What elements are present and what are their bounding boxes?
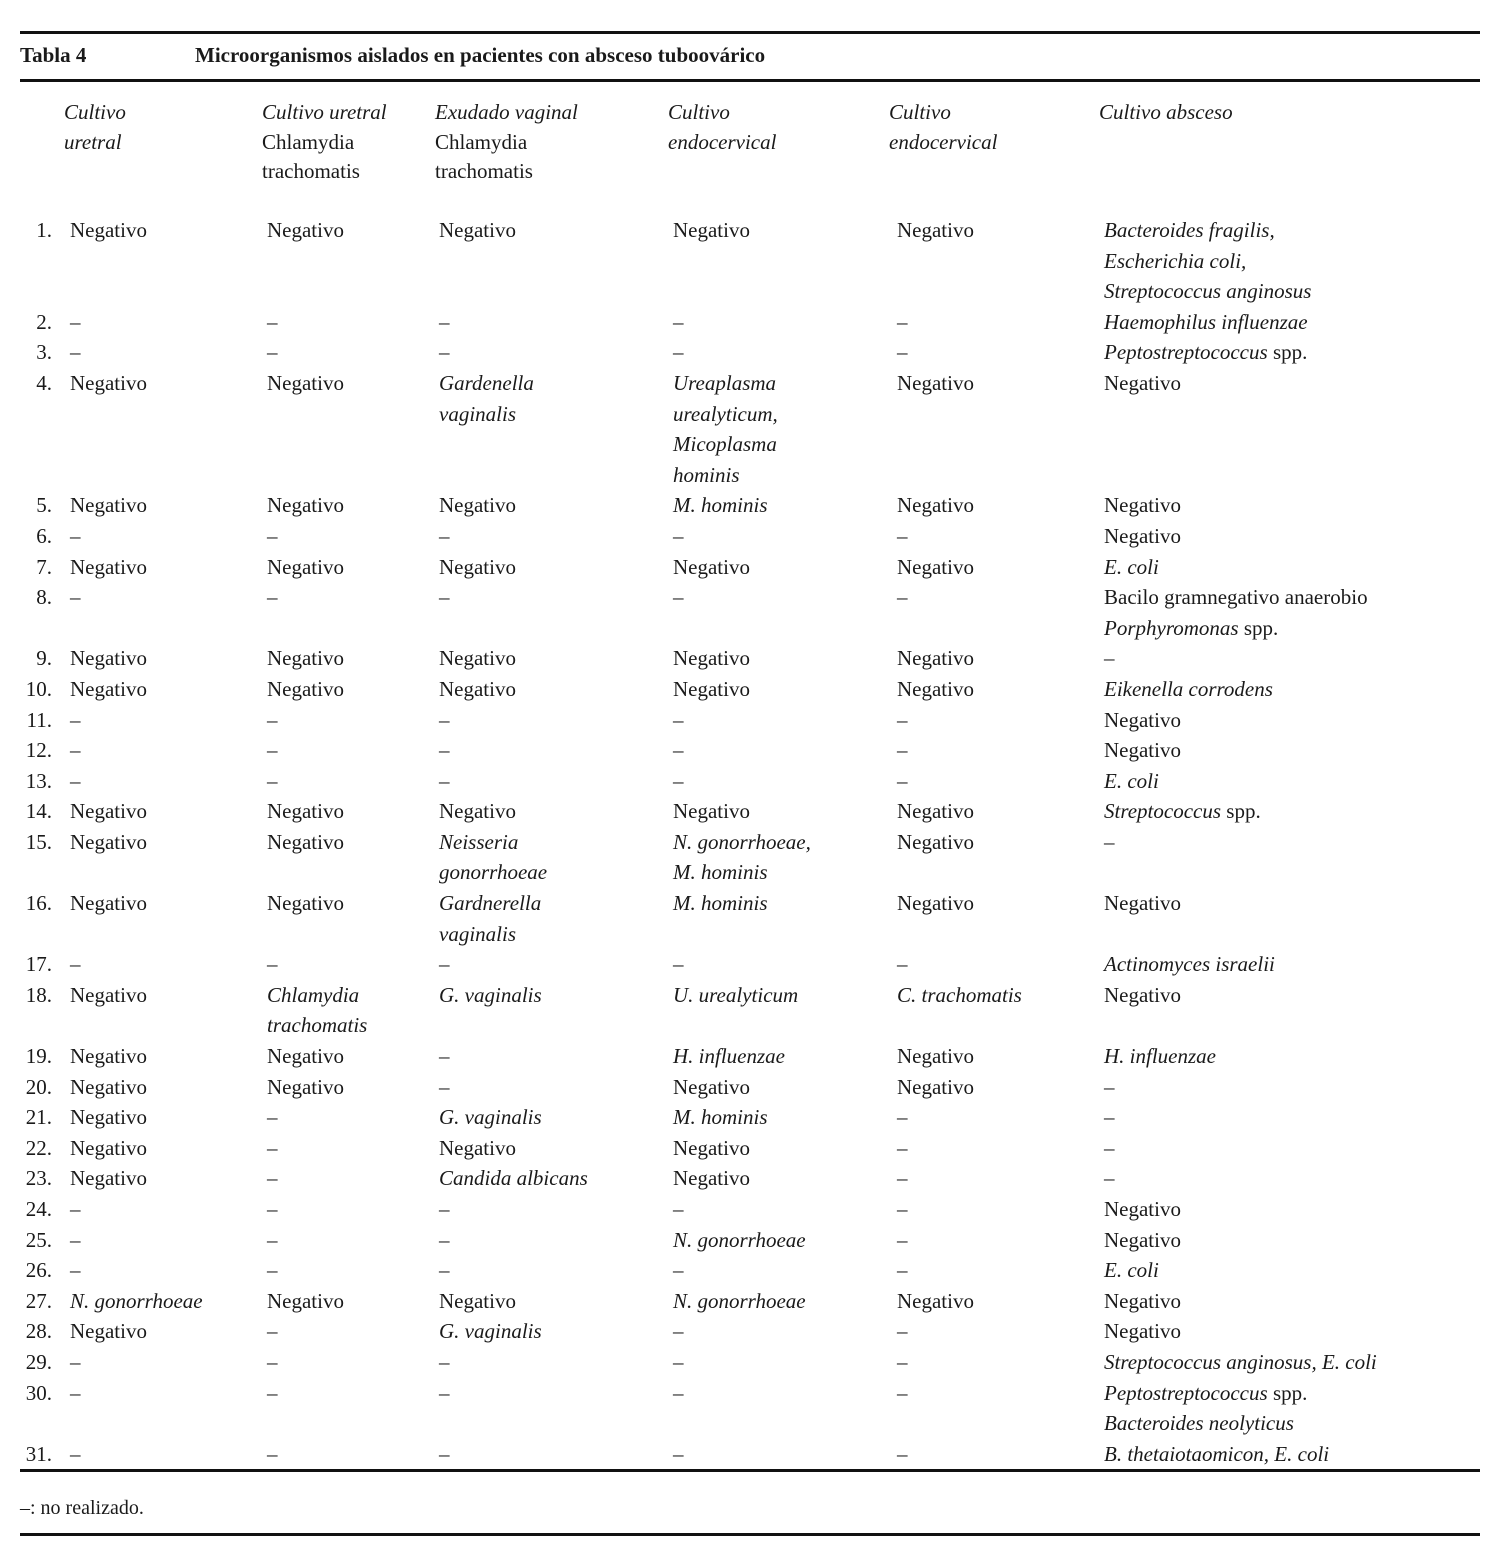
table-cell: – xyxy=(267,523,278,548)
table-cell: – xyxy=(439,1074,450,1099)
table-cell: Negativo xyxy=(267,829,344,854)
table-cell: – xyxy=(439,1227,450,1252)
table-cell: Negativo xyxy=(267,218,344,242)
table-row xyxy=(20,888,1474,949)
table-cell: – xyxy=(70,1258,81,1283)
row-number: 8. xyxy=(36,585,52,610)
table-cell: – xyxy=(70,1197,81,1221)
table-cell: – xyxy=(439,340,450,365)
table-cell: Negativo xyxy=(1104,707,1181,732)
table-cell: – xyxy=(673,738,684,763)
table-row xyxy=(20,490,1474,521)
table-cell: Negativo xyxy=(673,1135,750,1160)
table-cell: Bacilo gramnegativo anaerobio Porphyromonas spp. xyxy=(1104,585,1368,640)
table-cell: – xyxy=(673,768,684,793)
end-rule xyxy=(20,1533,1480,1536)
table-cell: – xyxy=(439,1349,450,1374)
row-number: 4. xyxy=(36,370,52,395)
table-cell: – xyxy=(267,1135,278,1160)
table-cell: N. gonorrhoeae xyxy=(70,1288,203,1313)
table-cell: – xyxy=(673,340,684,365)
table-cell: Negativo xyxy=(70,218,147,242)
table-cell: – xyxy=(1104,829,1115,854)
table-cell: Haemophilus influenzae xyxy=(1104,309,1308,334)
table-cell: Negativo xyxy=(897,891,974,916)
table-cell: Negativo xyxy=(1104,523,1181,548)
table-cell: – xyxy=(267,585,278,610)
table-cell: – xyxy=(897,1349,908,1374)
table-cell: – xyxy=(673,1258,684,1283)
table-cell: – xyxy=(439,738,450,763)
table-cell: – xyxy=(673,707,684,732)
row-number: 19. xyxy=(25,1044,52,1069)
row-number: 29. xyxy=(25,1349,52,1374)
table-cell: Negativo xyxy=(70,799,147,824)
table-cell: Peptostreptococcus spp. Bacteroides neolyticus xyxy=(1104,1380,1308,1436)
table-row xyxy=(20,1378,1474,1439)
table-cell: Bacteroides fragilis, Escherichia coli, Streptococcus anginosus xyxy=(1104,218,1312,304)
table-cell: Negativo xyxy=(897,646,974,671)
table-cell: Ureaplasma urealyticum, Micoplasma hominis xyxy=(673,370,778,487)
table-cell: Chlamydia trachomatis xyxy=(267,982,368,1038)
table-cell: Negativo xyxy=(439,676,516,701)
row-number: 3. xyxy=(36,340,52,365)
table-row xyxy=(20,215,1474,307)
header-rule xyxy=(20,79,1480,82)
table-cell: – xyxy=(70,1380,81,1405)
bottom-rule xyxy=(20,1469,1480,1472)
table-cell: Negativo xyxy=(267,891,344,916)
table-cell: Negativo xyxy=(267,370,344,395)
row-number: 24. xyxy=(25,1197,52,1221)
table-cell: – xyxy=(897,1227,908,1252)
table-cell: – xyxy=(897,1166,908,1191)
table-cell: – xyxy=(70,952,81,977)
table-cell: – xyxy=(70,309,81,334)
table-cell: Negativo xyxy=(439,554,516,579)
table-cell: – xyxy=(897,1319,908,1344)
row-number: 28. xyxy=(25,1319,52,1344)
table-cell: – xyxy=(70,1227,81,1252)
row-number: 5. xyxy=(36,493,52,518)
table-cell: – xyxy=(897,1380,908,1405)
table-cell: Negativo xyxy=(70,891,147,916)
table-cell: – xyxy=(267,1105,278,1130)
table-cell: Eikenella corrodens xyxy=(1104,676,1273,701)
table-cell: – xyxy=(1104,1166,1115,1191)
row-number: 27. xyxy=(25,1288,52,1313)
row-number: 12. xyxy=(25,738,52,763)
table-cell: – xyxy=(267,1166,278,1191)
table-cell: – xyxy=(267,1441,278,1466)
table-cell: U. urealyticum xyxy=(673,982,799,1007)
table-cell: Negativo xyxy=(267,676,344,701)
table-row xyxy=(20,674,1474,705)
table-cell: Negativo xyxy=(267,646,344,671)
table-cell: Negativo xyxy=(70,1074,147,1099)
table-cell: B. thetaiotaomicon, E. coli xyxy=(1104,1441,1330,1466)
table-cell: – xyxy=(439,1258,450,1283)
table-cell: Negativo xyxy=(70,1044,147,1069)
table-cell: – xyxy=(439,1380,450,1405)
table-cell: Negativo xyxy=(1104,891,1181,916)
table-caption xyxy=(20,38,765,72)
row-number: 10. xyxy=(25,676,52,701)
row-number: 11. xyxy=(26,707,52,732)
row-number: 26. xyxy=(25,1258,52,1283)
table-cell: – xyxy=(439,1197,450,1221)
table-cell: – xyxy=(267,738,278,763)
column-header: Cultivo endocervical xyxy=(668,100,777,154)
table-cell: Negativo xyxy=(673,1166,750,1191)
table-cell: Negativo xyxy=(70,493,147,518)
table-cell: Negativo xyxy=(897,1288,974,1313)
table-cell: Negativo xyxy=(673,554,750,579)
row-number: 13. xyxy=(25,768,52,793)
table-cell: Negativo xyxy=(70,370,147,395)
table-cell: – xyxy=(897,738,908,763)
table-cell: Negativo xyxy=(1104,982,1181,1007)
table-cell: Streptococcus anginosus, E. coli xyxy=(1104,1349,1377,1374)
table-cell: Negativo xyxy=(70,676,147,701)
table-cell: Negativo xyxy=(267,493,344,518)
table-cell: – xyxy=(1104,1105,1115,1130)
table-cell: – xyxy=(673,585,684,610)
table-cell: – xyxy=(267,707,278,732)
table-cell: – xyxy=(897,523,908,548)
table-cell: Negativo xyxy=(439,1288,516,1313)
row-number: 6. xyxy=(36,523,52,548)
table-cell: Negativo xyxy=(673,1074,750,1099)
table-cell: – xyxy=(439,1044,450,1069)
table-cell: – xyxy=(267,1258,278,1283)
table-cell: – xyxy=(439,707,450,732)
table-row xyxy=(20,1225,1474,1256)
table-cell: – xyxy=(267,340,278,365)
table-cell: – xyxy=(897,952,908,977)
column-header: Cultivo absceso xyxy=(1099,100,1233,124)
table-row xyxy=(20,337,1474,368)
table-cell: E. coli xyxy=(1104,554,1159,579)
table-row xyxy=(20,1255,1474,1286)
table-cell: Negativo xyxy=(673,218,750,242)
table-cell: Negativo xyxy=(897,493,974,518)
table-row xyxy=(20,1286,1474,1317)
table-cell: M. hominis xyxy=(673,1105,768,1130)
table-row xyxy=(20,705,1474,736)
table-row xyxy=(20,1347,1474,1378)
table-row xyxy=(20,1041,1474,1072)
table-cell: – xyxy=(439,523,450,548)
table-cell: H. influenzae xyxy=(673,1044,785,1069)
table-cell: Actinomyces israelii xyxy=(1104,952,1275,977)
table-cell: – xyxy=(70,1349,81,1374)
row-number: 1. xyxy=(36,218,52,242)
table-cell: M. hominis xyxy=(673,891,768,916)
table-row xyxy=(20,827,1474,888)
table-cell: Negativo xyxy=(439,218,516,242)
table-cell: – xyxy=(267,1227,278,1252)
table-row xyxy=(20,307,1474,338)
table-cell: – xyxy=(673,1319,684,1344)
table-cell: – xyxy=(897,707,908,732)
table-cell: – xyxy=(897,1441,908,1466)
table-cell: Neisseria gonorrhoeae xyxy=(439,829,548,885)
table-cell: – xyxy=(673,1197,684,1221)
column-header: Cultivo uretral xyxy=(64,100,126,154)
table-cell: – xyxy=(897,1105,908,1130)
table-cell: Negativo xyxy=(673,799,750,824)
table-cell: – xyxy=(267,1380,278,1405)
table-cell: Candida albicans xyxy=(439,1166,588,1191)
table-row xyxy=(20,368,1474,490)
table-cell: Negativo xyxy=(897,829,974,854)
table-cell: Negativo xyxy=(897,370,974,395)
row-number: 22. xyxy=(25,1135,52,1160)
table-cell: Negativo xyxy=(70,1319,147,1344)
table-cell: Negativo xyxy=(439,493,516,518)
table-cell: Peptostreptococcus spp. xyxy=(1104,340,1308,365)
table-cell: – xyxy=(673,1349,684,1374)
table-row xyxy=(20,949,1474,980)
table-row xyxy=(20,1194,1474,1225)
table-cell: – xyxy=(70,340,81,365)
top-rule xyxy=(20,31,1480,34)
table-cell: – xyxy=(897,768,908,793)
row-number: 30. xyxy=(25,1380,52,1405)
table-cell: Negativo xyxy=(267,1074,344,1099)
table-cell: – xyxy=(70,585,81,610)
table-cell: Negativo xyxy=(1104,1288,1181,1313)
row-number: 20. xyxy=(25,1074,52,1099)
table-cell: – xyxy=(439,1441,450,1466)
table-cell: – xyxy=(70,738,81,763)
row-number: 18. xyxy=(25,982,52,1007)
table-cell: – xyxy=(897,1258,908,1283)
table-cell: E. coli xyxy=(1104,768,1159,793)
table-row xyxy=(20,1439,1474,1470)
table-cell: Negativo xyxy=(673,646,750,671)
table-cell: – xyxy=(673,952,684,977)
table-cell: Negativo xyxy=(897,554,974,579)
table-cell: – xyxy=(267,309,278,334)
row-number: 2. xyxy=(36,309,52,334)
table-title: Microorganismos aislados en pacientes con absceso tuboovárico xyxy=(195,42,766,67)
table-cell: – xyxy=(70,1441,81,1466)
table-cell: Negativo xyxy=(70,1105,147,1130)
table-cell: – xyxy=(673,1441,684,1466)
table-cell: G. vaginalis xyxy=(439,1105,542,1130)
table-cell: N. gonorrhoeae xyxy=(673,1227,806,1252)
table-cell: – xyxy=(439,952,450,977)
table-cell: E. coli xyxy=(1104,1258,1159,1283)
table-cell: Negativo xyxy=(897,1074,974,1099)
table-cell: M. hominis xyxy=(673,493,768,518)
table-cell: Negativo xyxy=(70,829,147,854)
table-cell: – xyxy=(70,523,81,548)
table-row xyxy=(20,1072,1474,1103)
table-row xyxy=(20,1316,1474,1347)
table-row xyxy=(20,582,1474,643)
table-cell: Negativo xyxy=(1104,1227,1181,1252)
row-number: 21. xyxy=(25,1105,52,1130)
row-number: 23. xyxy=(25,1166,52,1191)
table-cell: Negativo xyxy=(1104,738,1181,763)
row-number: 25. xyxy=(25,1227,52,1252)
table-cell: Negativo xyxy=(1104,493,1181,518)
table-cell: – xyxy=(70,707,81,732)
table-row xyxy=(20,980,1474,1041)
table-cell: Negativo xyxy=(897,218,974,242)
table-cell: – xyxy=(897,309,908,334)
row-number: 15. xyxy=(25,829,52,854)
table-cell: – xyxy=(267,1197,278,1221)
table-cell: – xyxy=(1104,1074,1115,1099)
table-cell: H. influenzae xyxy=(1104,1044,1216,1069)
table-cell: G. vaginalis xyxy=(439,1319,542,1344)
table-cell: Negativo xyxy=(1104,1197,1181,1221)
table-cell: – xyxy=(267,768,278,793)
table-cell: – xyxy=(1104,1135,1115,1160)
table-cell: – xyxy=(70,768,81,793)
table-row xyxy=(20,1163,1474,1194)
table-cell: Gardenella vaginalis xyxy=(439,370,534,426)
table-cell: – xyxy=(897,585,908,610)
table-cell: Gardnerella vaginalis xyxy=(439,891,542,946)
table-cell: – xyxy=(673,523,684,548)
table-cell: – xyxy=(1104,646,1115,671)
table-cell: Negativo xyxy=(673,676,750,701)
table-cell: Streptococcus spp. xyxy=(1104,799,1261,824)
table-row xyxy=(20,796,1474,827)
table-cell: – xyxy=(439,768,450,793)
row-number: 31. xyxy=(25,1441,52,1466)
row-number: 9. xyxy=(36,646,52,671)
table-cell: Negativo xyxy=(1104,370,1181,395)
table-cell: C. trachomatis xyxy=(897,982,1022,1007)
table-cell: Negativo xyxy=(70,982,147,1007)
table-cell: N. gonorrhoeae, M. hominis xyxy=(673,829,811,885)
table-cell: – xyxy=(267,1349,278,1374)
table-cell: Negativo xyxy=(439,799,516,824)
table-cell: Negativo xyxy=(70,554,147,579)
table-cell: Negativo xyxy=(267,1288,344,1313)
table-row xyxy=(20,643,1474,674)
table-cell: Negativo xyxy=(897,799,974,824)
table-cell: Negativo xyxy=(70,646,147,671)
table-cell: Negativo xyxy=(897,1044,974,1069)
table-cell: Negativo xyxy=(1104,1319,1181,1344)
row-number: 14. xyxy=(25,799,52,824)
table-cell: G. vaginalis xyxy=(439,982,542,1007)
table-cell: – xyxy=(439,309,450,334)
table-cell: Negativo xyxy=(439,1135,516,1160)
table-cell: – xyxy=(673,1380,684,1405)
table-row xyxy=(20,1102,1474,1133)
table-cell: Negativo xyxy=(439,646,516,671)
table-cell: – xyxy=(897,340,908,365)
table-cell: Negativo xyxy=(70,1166,147,1191)
column-header: Cultivo uretral Chlamydia trachomatis xyxy=(262,100,387,183)
column-header: Exudado vaginal Chlamydia trachomatis xyxy=(435,100,578,183)
table-row xyxy=(20,552,1474,583)
table-cell: – xyxy=(439,585,450,610)
footnote: –: no realizado. xyxy=(20,1497,144,1519)
table-row xyxy=(20,766,1474,797)
table-row xyxy=(20,1133,1474,1164)
column-header: Cultivo endocervical xyxy=(889,100,998,154)
table-cell: – xyxy=(267,1319,278,1344)
table-cell: N. gonorrhoeae xyxy=(673,1288,806,1313)
table-cell: – xyxy=(673,309,684,334)
table-row xyxy=(20,521,1474,552)
row-number: 17. xyxy=(25,952,52,977)
table-cell: Negativo xyxy=(267,799,344,824)
row-number: 16. xyxy=(25,891,52,916)
table-cell: – xyxy=(897,1197,908,1221)
table-cell: – xyxy=(267,952,278,977)
table-cell: Negativo xyxy=(897,676,974,701)
table-cell: Negativo xyxy=(267,1044,344,1069)
table-cell: Negativo xyxy=(70,1135,147,1160)
table-cell: – xyxy=(897,1135,908,1160)
data-table xyxy=(20,215,1474,1469)
table-row xyxy=(20,735,1474,766)
table-cell: Negativo xyxy=(267,554,344,579)
row-number: 7. xyxy=(36,554,52,579)
table-label: Tabla 4 xyxy=(20,42,87,67)
